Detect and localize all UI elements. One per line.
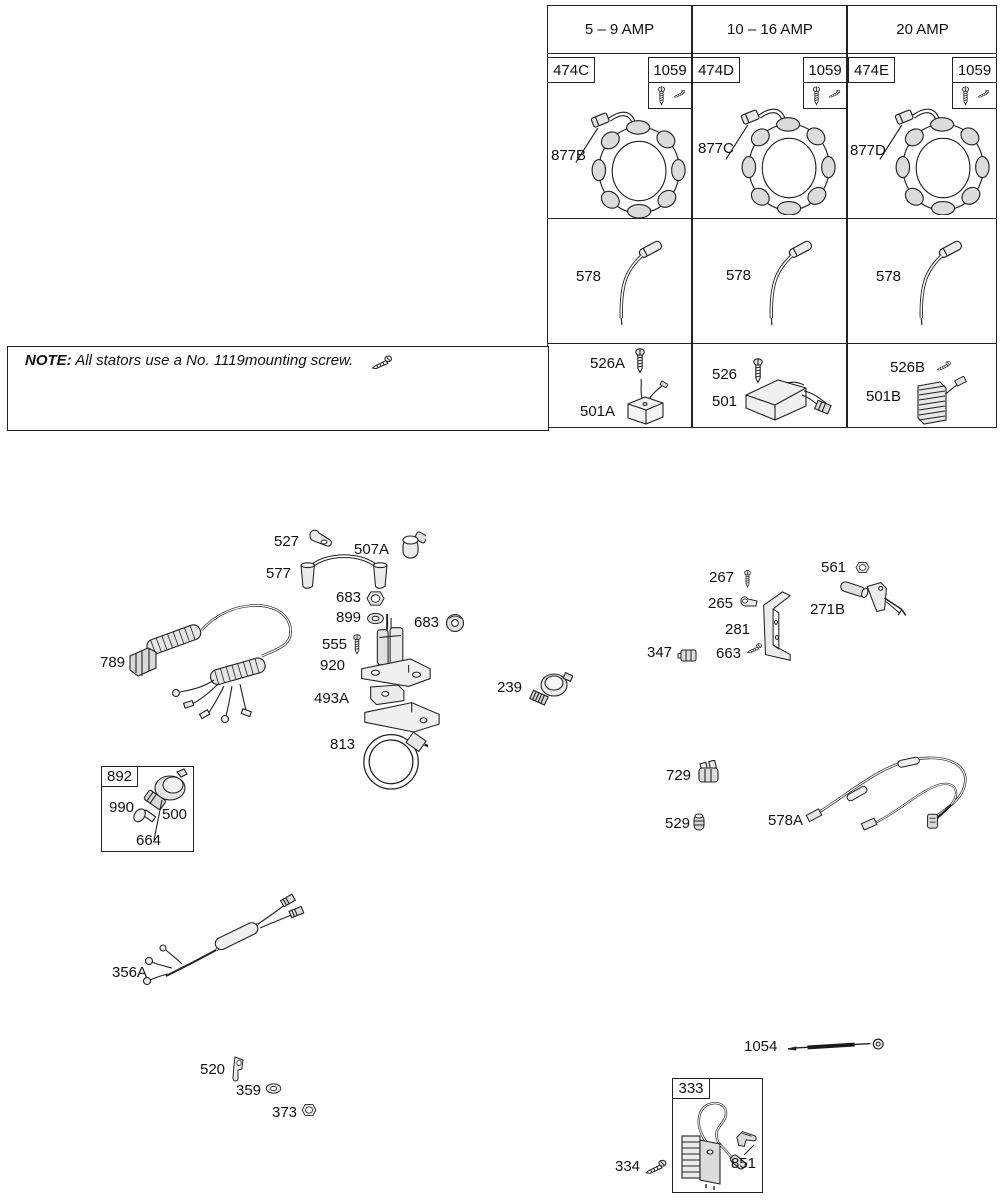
clip-icon (230, 1055, 248, 1085)
screw-box-label: 1059 (953, 58, 996, 83)
clamp-icon (358, 720, 428, 792)
callout-555-label: 555 (322, 636, 348, 653)
callout-578-label: 578 (726, 267, 752, 284)
lead-wire-icon (605, 240, 667, 326)
nut-icon (301, 1103, 317, 1117)
ref-box-474D: 474D (692, 57, 740, 83)
screw-icon (977, 89, 990, 98)
callout-578-label: 578 (576, 268, 602, 285)
callout-683-label: 683 (414, 614, 440, 631)
callout-501-label: 501 (712, 393, 738, 410)
callout-1054-label: 1054 (744, 1038, 778, 1055)
callout-347-label: 347 (647, 644, 673, 661)
regulator-icon (742, 375, 834, 427)
screw-icon (936, 360, 952, 371)
wire-harness-icon (138, 888, 314, 990)
callout-851-label: 851 (731, 1155, 757, 1172)
callout-271B-label: 271B (810, 601, 846, 618)
stator-icon (722, 100, 837, 215)
screw-box-label: 1059 (649, 58, 691, 83)
connector-icon (677, 645, 701, 665)
callout-356A-label: 356A (112, 964, 148, 981)
callout-578-label: 578 (876, 268, 902, 285)
callout-359-label: 359 (236, 1082, 262, 1099)
washer-icon (265, 1082, 282, 1095)
grommet-icon (691, 811, 707, 833)
callout-334-label: 334 (615, 1158, 641, 1175)
callout-239-label: 239 (497, 679, 523, 696)
ref-box-474C: 474C (547, 57, 595, 83)
callout-990-label: 990 (109, 799, 135, 816)
callout-265-label: 265 (708, 595, 734, 612)
ref-box-892: 892 (101, 766, 138, 787)
column-header-20-amp: 20 AMP (896, 21, 949, 38)
stator-icon (572, 103, 687, 218)
callout-899-label: 899 (336, 609, 362, 626)
screw-icon (370, 354, 394, 370)
callout-526-label: 526 (712, 366, 738, 383)
note-body: All stators use a No. 1119mounting screw. (75, 352, 354, 369)
amp-table-divider (547, 53, 997, 54)
callout-920-label: 920 (320, 657, 346, 674)
lever-assembly-icon (838, 573, 908, 623)
connector-icon (694, 760, 724, 788)
callout-373-label: 373 (272, 1104, 298, 1121)
amp-table-divider (547, 343, 997, 344)
screw-icon (644, 1158, 668, 1175)
callout-663-label: 663 (716, 645, 742, 662)
callout-281-label: 281 (725, 621, 751, 638)
wiring-harness-icon (122, 592, 317, 727)
callout-877C-label: 877C (698, 140, 734, 157)
spark-plug-wire-icon (294, 548, 394, 590)
callout-877D-label: 877D (850, 142, 886, 159)
callout-577-label: 577 (266, 565, 292, 582)
rod-icon (786, 1036, 890, 1056)
callout-789-label: 789 (100, 654, 126, 671)
callout-267-label: 267 (709, 569, 735, 586)
ref-box-474E: 474E (848, 57, 895, 83)
bracket-icon (754, 590, 796, 666)
callout-526B-label: 526B (890, 359, 926, 376)
callout-529-label: 529 (665, 815, 691, 832)
amp-table-divider (547, 218, 997, 219)
callout-501A-label: 501A (580, 403, 616, 420)
note-label: NOTE: (25, 352, 72, 369)
wire-assembly-icon (805, 753, 975, 838)
callout-493A-label: 493A (314, 690, 350, 707)
callout-507A-label: 507A (354, 541, 390, 558)
screw-box-label: 1059 (804, 58, 846, 83)
callout-520-label: 520 (200, 1061, 226, 1078)
column-header-10-16-amp: 10 – 16 AMP (727, 21, 813, 38)
oil-pressure-switch-icon (527, 668, 573, 710)
ref-box-333: 333 (672, 1078, 710, 1099)
callout-526A-label: 526A (590, 355, 626, 372)
screw-icon (673, 89, 686, 98)
screw-box-1059 (648, 57, 692, 109)
callout-664-label: 664 (136, 832, 162, 849)
grommet-icon (444, 613, 466, 633)
screw-icon (746, 642, 763, 654)
screw-icon (634, 348, 646, 374)
callout-500-label: 500 (162, 806, 188, 823)
lead-wire-icon (905, 240, 967, 326)
terminal-cap-icon (396, 530, 426, 562)
callout-561-label: 561 (821, 559, 847, 576)
callout-578A-label: 578A (768, 812, 804, 829)
lead-wire-icon (755, 240, 817, 326)
stator-icon (876, 100, 991, 215)
callout-813-label: 813 (330, 736, 356, 753)
column-header-5-9-amp: 5 – 9 AMP (584, 21, 655, 38)
note-text (25, 352, 353, 369)
callout-527-label: 527 (274, 533, 300, 550)
diode-icon (622, 376, 668, 426)
callout-683-label: 683 (336, 589, 362, 606)
screw-icon (828, 89, 841, 98)
callout-501B-label: 501B (866, 388, 902, 405)
nut-icon (366, 590, 385, 607)
screw-icon (743, 570, 752, 588)
callout-729-label: 729 (666, 767, 692, 784)
regulator-finned-icon (912, 376, 968, 428)
callout-877B-label: 877B (551, 147, 587, 164)
